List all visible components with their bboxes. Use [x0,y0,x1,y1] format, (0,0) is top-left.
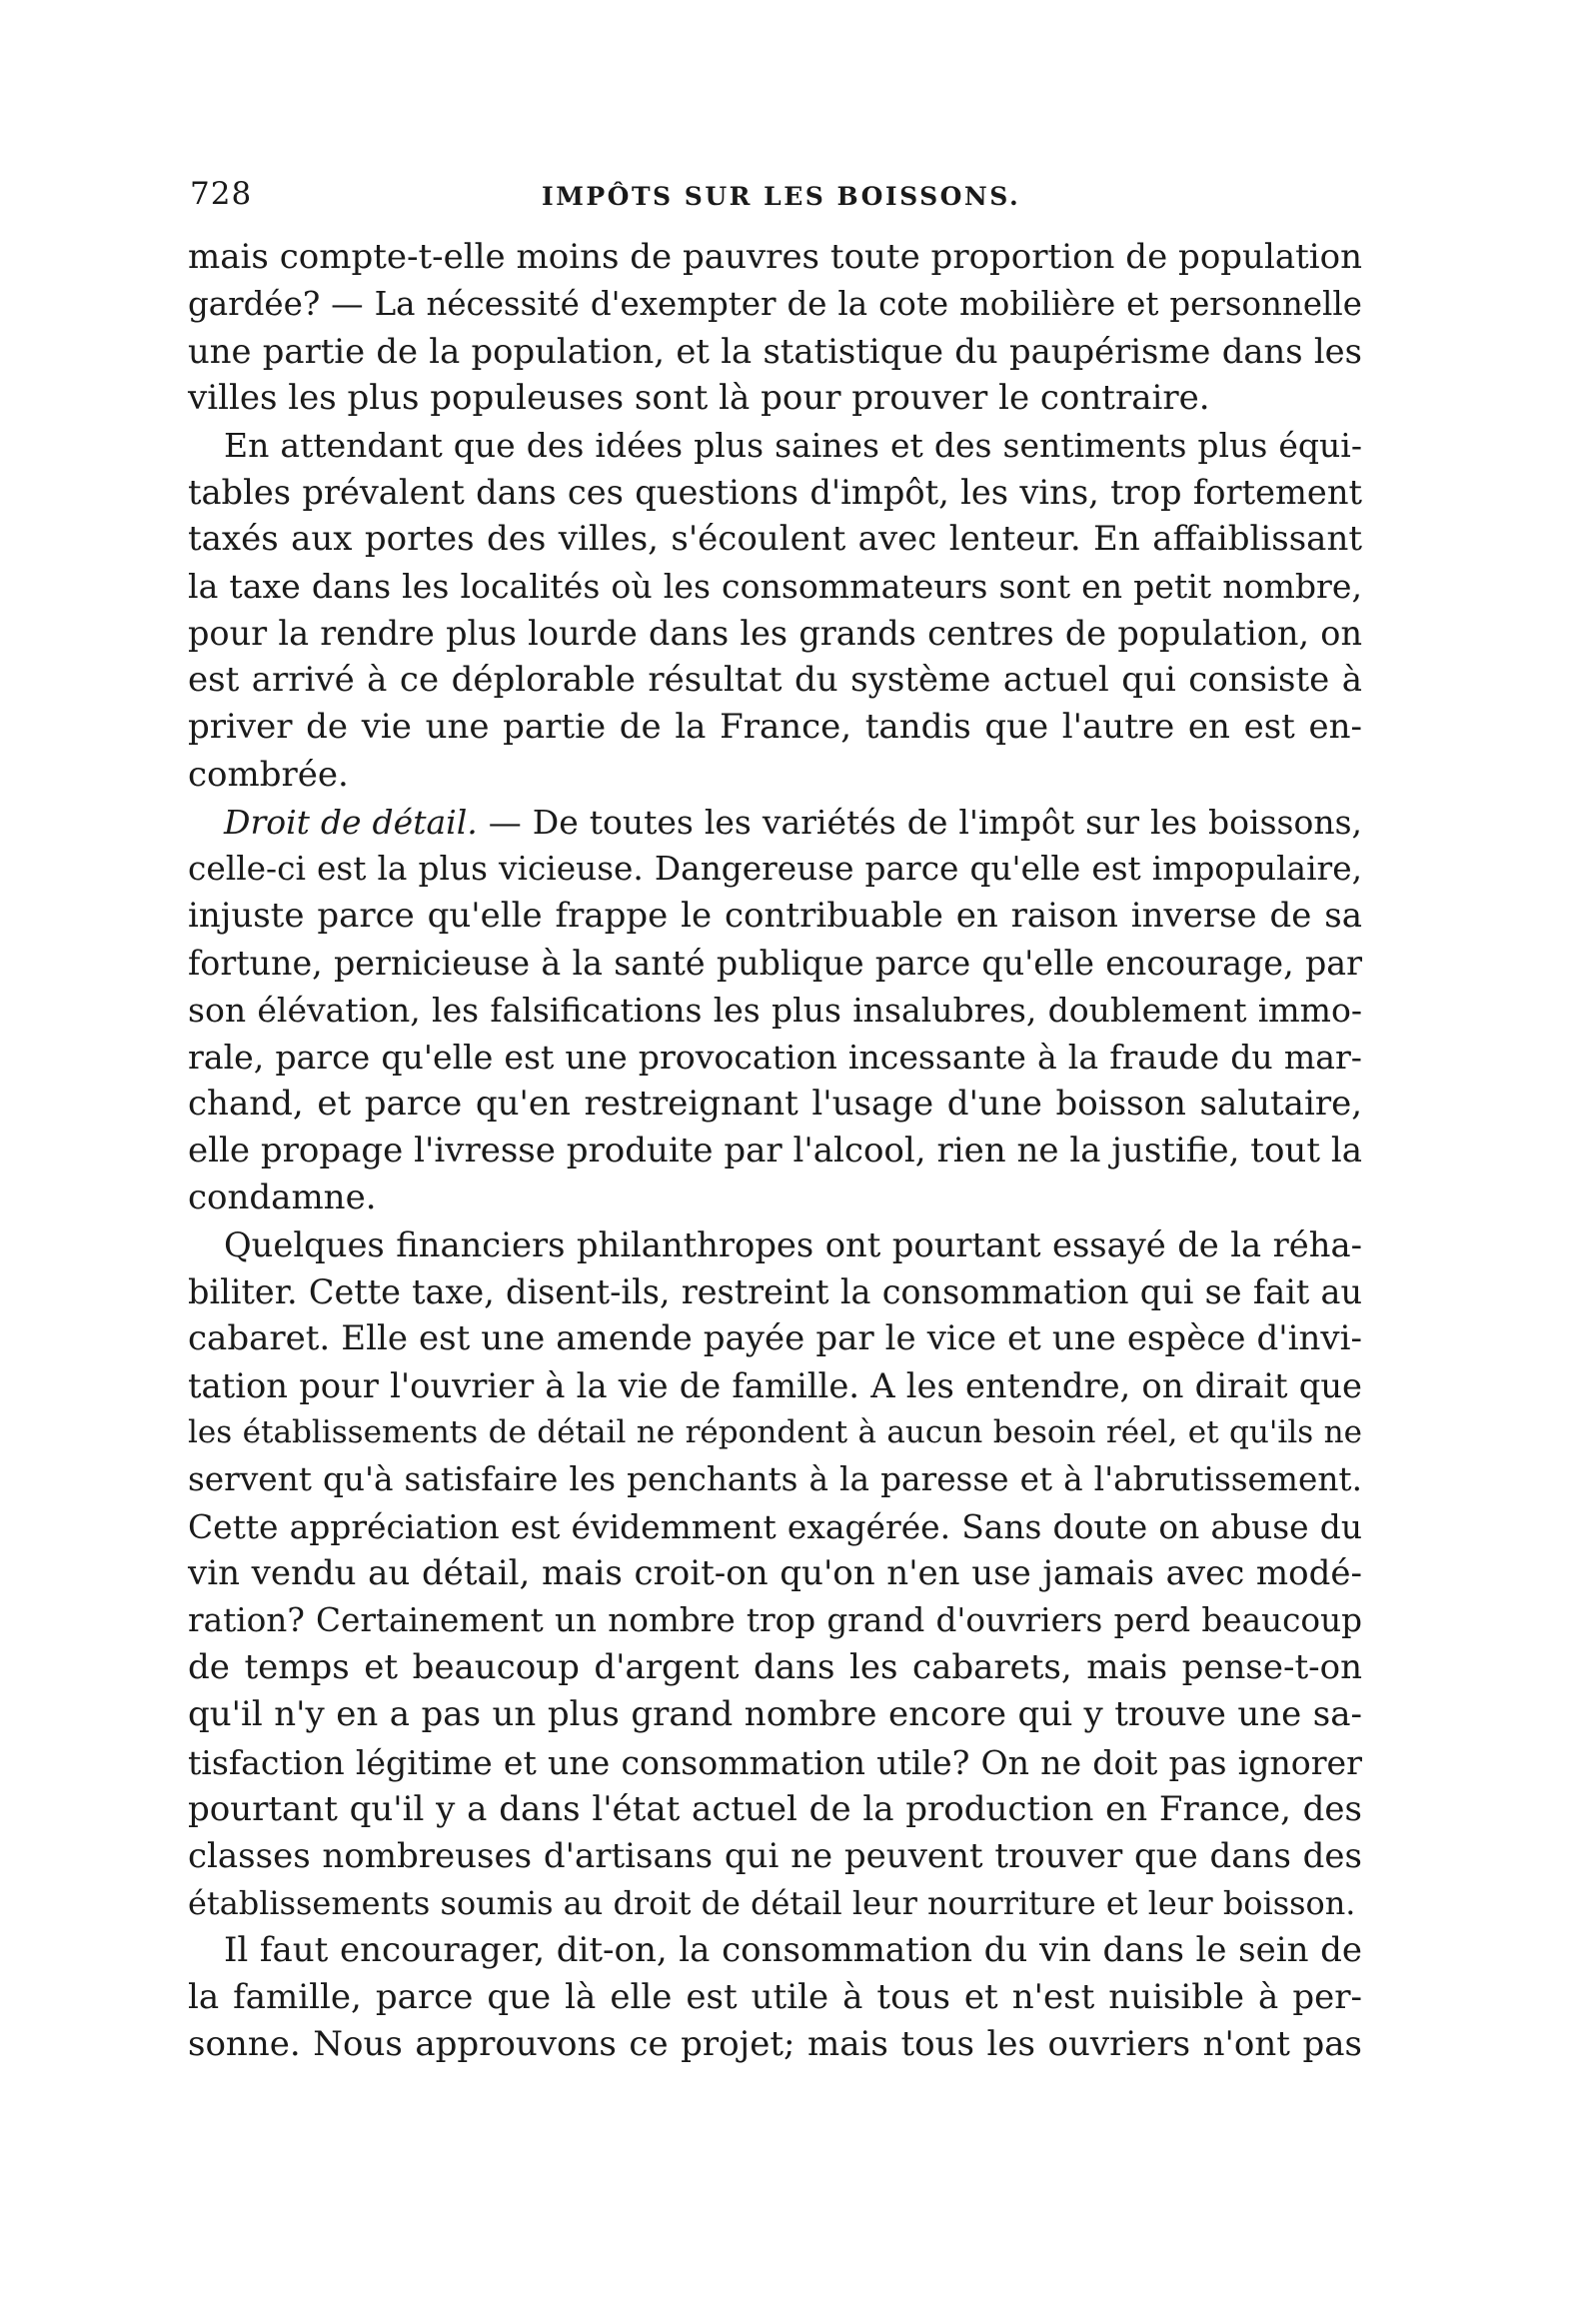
text-line: tation pour l'ouvrier à la vie de famille. A les entendre, on dirait que [188,1366,1362,1406]
text-line: la taxe dans les localités où les consommateurs sont en petit nombre, [188,567,1362,607]
body-text [188,234,1362,2068]
text-line: ration? Certainement un nombre trop grand d'ouvriers perd beaucoup [188,1601,1362,1640]
text-line: tables prévalent dans ces questions d'impôt, les vins, trop fortement [188,473,1362,513]
running-head [190,176,1364,216]
text-line: pour la rendre plus lourde dans les grands centres de population, on [188,614,1362,654]
text-line: celle-ci est la plus vicieuse. Dangereuse parce qu'elle est impopulaire, [188,849,1362,888]
text-line: qu'il n'y en a pas un plus grand nombre encore qui y trouve une sa- [188,1694,1362,1735]
text-line: mais compte-t-elle moins de pauvres toute proportion de population [188,237,1362,277]
section-heading: Droit de détail. [224,802,478,842]
text-line: condamne. [188,1176,377,1217]
text-line: sonne. Nous approuvons ce projet; mais tous les ouvriers n'ont pas [188,2023,1362,2064]
text-line: injuste parce qu'elle frappe le contribuable en raison inverse de sa [188,895,1362,936]
text-line: Il faut encourager, dit-on, la consommation du vin dans le sein de [224,1929,1362,1970]
text-line: de temps et beaucoup d'argent dans les cabarets, mais pense-t-on [188,1647,1362,1688]
running-title: IMPÔTS SUR LES BOISSONS. [542,182,1021,211]
text-line: tisfaction légitime et une consommation utile? On ne doit pas ignorer [188,1742,1362,1782]
text-line: son élévation, les falsifications les plus insalubres, doublement immo- [188,990,1362,1030]
text-line: chand, et parce qu'en restreignant l'usage d'une boisson salutaire, [188,1083,1362,1124]
text-line: servent qu'à satisfaire les penchants à la paresse et à l'abrutissement. [188,1460,1362,1499]
text-line: biliter. Cette taxe, disent-ils, restreint la consommation qui se fait au [188,1272,1362,1312]
text-line: pourtant qu'il y a dans l'état actuel de la production en France, des [188,1788,1362,1829]
text-line-rest: — De toutes les variétés de l'impôt sur les boissons, [488,802,1362,842]
text-line: gardée? — La nécessité d'exempter de la cote mobilière et personnelle [188,285,1362,324]
text-line: fortune, pernicieuse à la santé publique parce qu'elle encourage, par [188,943,1362,983]
text-line: cabaret. Elle est une amende payée par le vice et une espèce d'invi- [188,1318,1362,1359]
text-line: priver de vie une partie de la France, tandis que l'autre en est en- [188,707,1362,748]
text-line: rale, parce qu'elle est une provocation incessante à la fraude du mar- [188,1037,1362,1077]
text-line: Cette appréciation est évidemment exagérée. Sans doute on abuse du [188,1507,1362,1547]
text-line: elle propage l'ivresse produite par l'alcool, rien ne la justifie, tout la [188,1130,1362,1170]
text-line: classes nombreuses d'artisans qui ne peuvent trouver que dans des [188,1835,1362,1876]
text-line: les établissements de détail ne répondent à aucun besoin réel, et qu'ils ne [188,1414,1362,1451]
text-line: établissements soumis au droit de détail leur nourriture et leur boisson. [188,1883,1356,1922]
text-line: combrée. [188,754,349,795]
text-line: Quelques financiers philanthropes ont pourtant essayé de la réha- [224,1224,1362,1264]
page-number: 728 [190,176,253,212]
text-line: une partie de la population, et la statistique du paupérisme dans les [188,332,1362,372]
text-line: vin vendu au détail, mais croit-on qu'on n'en use jamais avec modé- [188,1553,1362,1594]
text-line: la famille, parce que là elle est utile à tous et n'est nuisible à per- [188,1976,1362,2017]
text-line: villes les plus populeuses sont là pour prouver le contraire. [188,378,1210,419]
text-line [188,799,1362,846]
text-line: est arrivé à ce déplorable résultat du système actuel qui consiste à [188,660,1362,701]
text-line: En attendant que des idées plus saines et des sentiments plus équi- [224,426,1362,466]
text-line: taxés aux portes des villes, s'écoulent avec lenteur. En affaiblissant [188,519,1362,560]
